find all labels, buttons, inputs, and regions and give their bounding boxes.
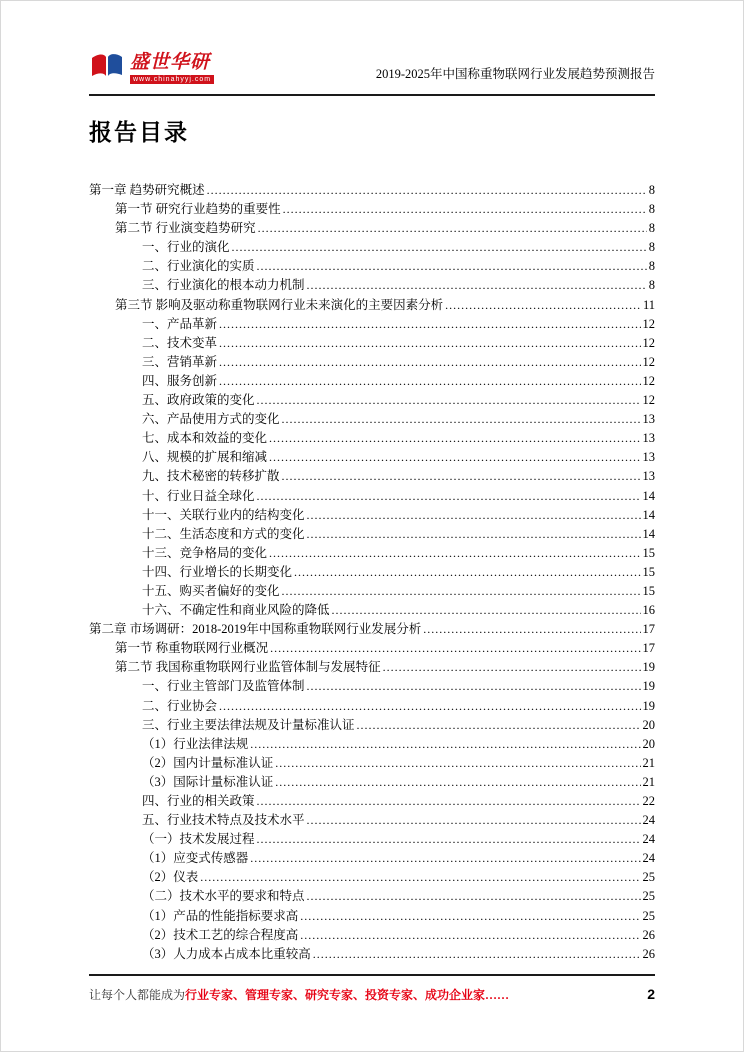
toc-dot-leader — [307, 677, 641, 696]
toc-entry-page-number: 14 — [642, 488, 655, 503]
toc-entry-page-number: 8 — [648, 202, 655, 217]
toc-entry-page-number: 24 — [642, 832, 655, 847]
toc-entry-title: 十五、购买者偏好的变化 — [142, 583, 280, 598]
toc-dot-leader — [307, 811, 641, 830]
toc-entry-page-number: 8 — [648, 240, 655, 255]
toc-entry — [89, 429, 655, 448]
toc-entry-title: 十六、不确定性和商业风险的降低 — [142, 603, 330, 618]
toc-entry — [89, 582, 655, 601]
toc-entry-page-number: 20 — [642, 717, 655, 732]
toc-dot-leader — [283, 200, 647, 219]
toc-dot-leader — [219, 697, 640, 716]
toc-entry-title: （1）应变式传感器 — [142, 851, 249, 866]
toc-entry-title: （2）国内计量标准认证 — [142, 755, 274, 770]
toc-entry-page-number: 21 — [642, 755, 655, 770]
toc-entry — [89, 487, 655, 506]
toc-entry — [89, 754, 655, 773]
toc-entry — [89, 410, 655, 429]
toc-entry-title: （3）国际计量标准认证 — [142, 774, 274, 789]
toc-entry-page-number: 13 — [642, 469, 655, 484]
footer-divider — [89, 974, 655, 976]
toc-entry-title: 一、行业主管部门及监管体制 — [142, 679, 305, 694]
toc-dot-leader — [200, 868, 640, 887]
toc-dot-leader — [307, 506, 641, 525]
toc-entry-page-number: 15 — [642, 583, 655, 598]
toc-entry-title: 第一章 趋势研究概述 — [89, 183, 205, 197]
page-title: 报告目录 — [89, 119, 189, 145]
toc-dot-leader — [275, 773, 640, 792]
toc-entry-page-number: 24 — [642, 851, 655, 866]
toc-entry-page-number: 13 — [642, 412, 655, 427]
toc-entry-title: 第二章 市场调研：2018-2019年中国称重物联网行业发展分析 — [89, 622, 422, 637]
toc-entry — [89, 296, 655, 315]
toc-dot-leader — [219, 372, 640, 391]
toc-entry-page-number: 17 — [642, 641, 655, 656]
brand-name: 盛世华研 — [130, 52, 211, 73]
toc-entry-title: （2）仪表 — [142, 870, 199, 885]
toc-entry-title: （1）行业法律法规 — [142, 736, 249, 751]
toc-dot-leader — [332, 601, 641, 620]
toc-entry-page-number: 19 — [642, 698, 655, 713]
toc-dot-leader — [257, 830, 641, 849]
toc-dot-leader — [207, 181, 647, 200]
toc-entry-page-number: 26 — [642, 946, 655, 961]
toc-entry-title: （2）技术工艺的综合程度高 — [142, 927, 299, 942]
toc-dot-leader — [257, 391, 641, 410]
toc-entry — [89, 525, 655, 544]
toc-entry-page-number: 8 — [648, 183, 655, 197]
toc-entry-page-number: 20 — [642, 736, 655, 751]
toc-entry — [89, 506, 655, 525]
toc-dot-leader — [423, 620, 640, 639]
toc-entry — [89, 830, 655, 849]
toc-entry-title: 第一节 研究行业趋势的重要性 — [115, 202, 281, 217]
toc-entry-page-number: 12 — [642, 354, 655, 369]
toc-entry-title: 九、技术秘密的转移扩散 — [142, 469, 280, 484]
report-title: 2019-2025年中国称重物联网行业发展趋势预测报告 — [375, 67, 655, 81]
header-divider — [89, 94, 655, 96]
toc-entry — [89, 907, 655, 926]
brand-text-block — [130, 53, 214, 84]
toc-dot-leader — [269, 544, 640, 563]
toc-entry — [89, 467, 655, 486]
toc-entry-title: 三、行业演化的根本动力机制 — [142, 278, 305, 293]
toc-entry — [89, 677, 655, 696]
toc-entry — [89, 200, 655, 219]
toc-entry-title: 三、营销革新 — [142, 354, 218, 369]
toc-entry — [89, 601, 655, 620]
page-number: 2 — [647, 986, 655, 1002]
footer-slogan — [89, 986, 509, 1003]
toc-entry — [89, 238, 655, 257]
toc-entry-title: 五、行业技术特点及技术水平 — [142, 813, 305, 828]
toc-dot-leader — [294, 563, 640, 582]
toc-dot-leader — [275, 754, 640, 773]
toc-dot-leader — [307, 887, 641, 906]
toc-entry — [89, 849, 655, 868]
toc-entry — [89, 219, 655, 238]
toc-dot-leader — [269, 429, 640, 448]
toc-entry — [89, 926, 655, 945]
page-footer — [89, 974, 655, 1003]
toc-entry-title: 第二节 我国称重物联网行业监管体制与发展特征 — [115, 660, 381, 675]
toc-entry — [89, 811, 655, 830]
toc-entry — [89, 544, 655, 563]
footer-slogan-highlight: 行业专家、管理专家、研究专家、投资专家、成功企业家…… — [185, 988, 510, 1002]
toc-entry-page-number: 8 — [648, 278, 655, 293]
toc-entry — [89, 448, 655, 467]
toc-dot-leader — [250, 735, 640, 754]
toc-entry-title: 二、行业演化的实质 — [142, 259, 255, 274]
toc-entry — [89, 391, 655, 410]
toc-entry-page-number: 12 — [642, 316, 655, 331]
toc-entry — [89, 868, 655, 887]
toc-entry — [89, 315, 655, 334]
toc-entry — [89, 773, 655, 792]
toc-entry-page-number: 21 — [642, 774, 655, 789]
toc-entry-page-number: 26 — [642, 927, 655, 942]
toc-dot-leader — [257, 257, 647, 276]
toc-entry-page-number: 14 — [642, 526, 655, 541]
toc-entry-page-number: 12 — [642, 393, 655, 408]
toc-entry-title: （一）技术发展过程 — [142, 832, 255, 847]
toc-dot-leader — [282, 582, 641, 601]
toc-entry — [89, 887, 655, 906]
toc-dot-leader — [257, 792, 641, 811]
toc-entry — [89, 563, 655, 582]
toc-dot-leader — [250, 849, 640, 868]
toc-entry-title: 五、政府政策的变化 — [142, 393, 255, 408]
toc-entry-title: （3）人力成本占成本比重较高 — [142, 946, 311, 961]
toc-entry — [89, 945, 655, 964]
toc-entry-title: 四、服务创新 — [142, 373, 218, 388]
toc-entry-page-number: 25 — [642, 889, 655, 904]
brand-logo — [89, 51, 214, 86]
brand-url: www.chinahyyj.com — [130, 75, 214, 84]
toc-dot-leader — [219, 353, 640, 372]
toc-entry-page-number: 14 — [642, 507, 655, 522]
toc-entry-page-number: 13 — [642, 431, 655, 446]
toc-dot-leader — [307, 525, 641, 544]
toc-entry-title: 四、行业的相关政策 — [142, 794, 255, 808]
toc-dot-leader — [232, 238, 647, 257]
toc-entry — [89, 257, 655, 276]
toc-entry-title: （1）产品的性能指标要求高 — [142, 908, 299, 923]
toc-entry-page-number: 12 — [642, 335, 655, 350]
toc-dot-leader — [282, 410, 641, 429]
toc-entry-title: 一、行业的演化 — [142, 240, 230, 255]
toc-dot-leader — [269, 448, 640, 467]
toc-entry-page-number: 17 — [642, 622, 655, 637]
toc-entry-title: 十二、生活态度和方式的变化 — [142, 526, 305, 541]
toc-dot-leader — [270, 639, 640, 658]
toc-entry-page-number: 22 — [642, 794, 655, 808]
toc-entry — [89, 792, 655, 811]
toc-dot-leader — [445, 296, 641, 315]
toc-dot-leader — [219, 315, 640, 334]
toc-dot-leader — [383, 658, 641, 677]
toc-entry — [89, 639, 655, 658]
toc-dot-leader — [313, 945, 641, 964]
toc-entry-page-number: 24 — [642, 813, 655, 828]
toc-entry-page-number: 25 — [642, 908, 655, 923]
toc-entry-page-number: 12 — [642, 373, 655, 388]
toc-entry — [89, 372, 655, 391]
toc-entry-page-number: 13 — [642, 450, 655, 465]
toc-dot-leader — [357, 716, 641, 735]
toc-entry-page-number: 8 — [648, 259, 655, 274]
toc-entry-title: 第一节 称重物联网行业概况 — [115, 641, 269, 656]
toc-entry — [89, 735, 655, 754]
toc-entry — [89, 716, 655, 735]
toc-entry-title: （二）技术水平的要求和特点 — [142, 889, 305, 904]
toc-entry-page-number: 8 — [648, 221, 655, 236]
toc-entry-title: 十三、竞争格局的变化 — [142, 545, 268, 560]
toc-entry-title: 十一、关联行业内的结构变化 — [142, 507, 305, 522]
toc-entry-title: 二、技术变革 — [142, 335, 218, 350]
toc-entry-page-number: 15 — [642, 545, 655, 560]
toc-entry-title: 七、成本和效益的变化 — [142, 431, 268, 446]
page-header — [89, 1, 655, 86]
toc-dot-leader — [258, 219, 647, 238]
toc-entry-page-number: 19 — [642, 679, 655, 694]
toc-entry-page-number: 19 — [642, 660, 655, 675]
toc-entry-page-number: 11 — [642, 297, 655, 312]
toc-dot-leader — [219, 334, 640, 353]
toc-entry-title: 八、规模的扩展和缩减 — [142, 450, 268, 465]
toc-dot-leader — [257, 487, 641, 506]
toc-entry-title: 三、行业主要法律法规及计量标准认证 — [142, 717, 355, 732]
toc-entry — [89, 334, 655, 353]
toc-entry-title: 十四、行业增长的长期变化 — [142, 564, 293, 579]
toc-entry-title: 十、行业日益全球化 — [142, 488, 255, 503]
toc-dot-leader — [282, 467, 641, 486]
toc-entry-page-number: 16 — [642, 603, 655, 618]
toc-entry-page-number: 25 — [642, 870, 655, 885]
toc-entry — [89, 276, 655, 295]
toc-entry-title: 二、行业协会 — [142, 698, 218, 713]
toc-entry — [89, 620, 655, 639]
toc-entry-title: 一、产品革新 — [142, 316, 218, 331]
toc-dot-leader — [307, 276, 647, 295]
toc-dot-leader — [300, 907, 640, 926]
toc-entry-page-number: 15 — [642, 564, 655, 579]
table-of-contents — [89, 181, 655, 964]
toc-entry-title: 第三节 影响及驱动称重物联网行业未来演化的主要因素分析 — [115, 297, 444, 312]
toc-dot-leader — [300, 926, 640, 945]
footer-slogan-prefix: 让每个人都能成为 — [89, 988, 186, 1002]
toc-entry-title: 六、产品使用方式的变化 — [142, 412, 280, 427]
toc-entry — [89, 353, 655, 372]
toc-entry-title: 第二节 行业演变趋势研究 — [115, 221, 256, 236]
toc-entry — [89, 658, 655, 677]
open-book-logo-icon — [89, 51, 125, 86]
toc-entry — [89, 697, 655, 716]
toc-entry — [89, 181, 655, 200]
